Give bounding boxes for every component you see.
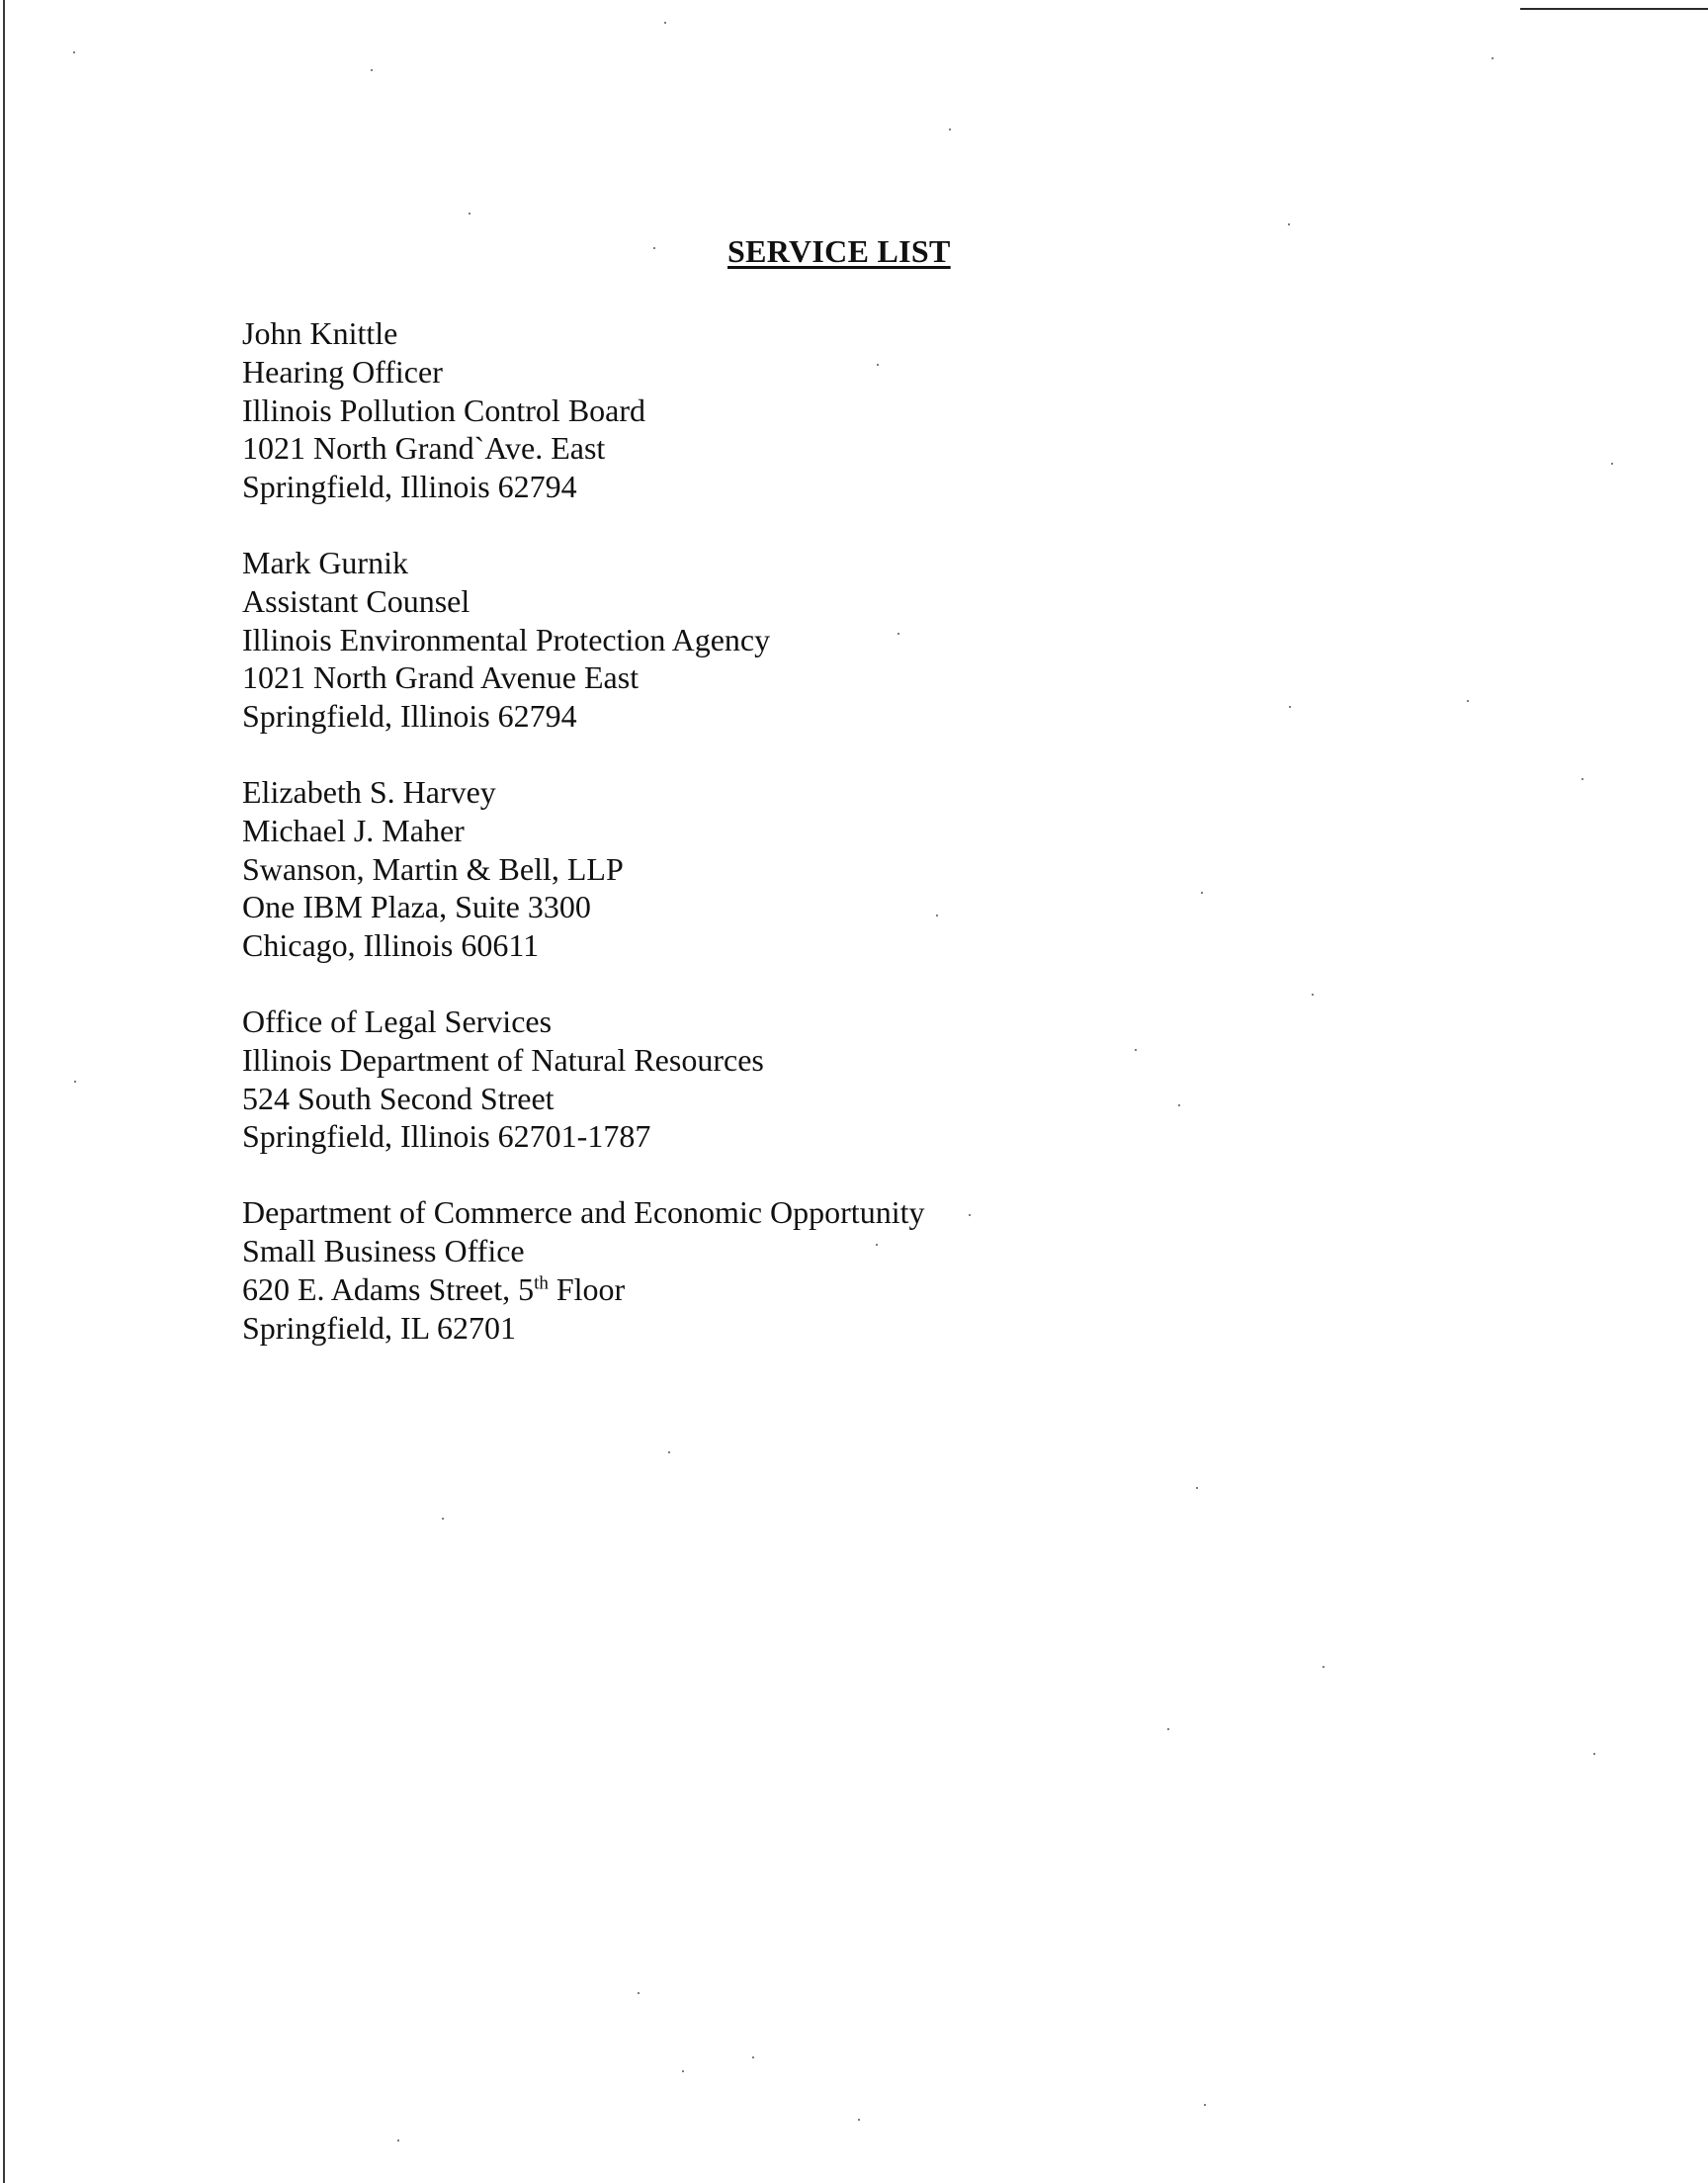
scan-speck — [1178, 1104, 1180, 1106]
ordinal-suffix: th — [534, 1272, 549, 1294]
scan-speck — [664, 22, 666, 24]
entry-line: Department of Commerce and Economic Opportunity — [242, 1194, 925, 1231]
entry-line: One IBM Plaza, Suite 3300 — [242, 889, 591, 925]
scan-speck — [1312, 994, 1314, 996]
scan-speck — [73, 51, 75, 53]
scan-speck — [1201, 892, 1203, 894]
scan-speck — [949, 129, 951, 131]
scan-speck — [858, 2119, 860, 2121]
entry-line: Springfield, Illinois 62794 — [242, 469, 577, 505]
scan-speck — [1492, 57, 1494, 59]
scan-speck — [969, 1214, 971, 1216]
entry-line: Hearing Officer — [242, 353, 443, 390]
scan-speck — [877, 364, 879, 366]
service-entry-knittle — [242, 314, 1527, 506]
scan-speck — [653, 247, 655, 249]
service-entry-gurnik — [242, 544, 1527, 736]
scan-speck — [638, 1992, 640, 1994]
scan-speck — [1611, 463, 1613, 465]
scan-speck — [1135, 1049, 1137, 1051]
entry-line: John Knittle — [242, 315, 398, 351]
scan-top-rule — [1520, 8, 1708, 10]
service-list — [242, 314, 1527, 1384]
address-suffix: Floor — [548, 1270, 626, 1307]
scan-speck — [442, 1518, 444, 1520]
scan-speck — [682, 2070, 684, 2072]
entry-line: Swanson, Martin & Bell, LLP — [242, 850, 624, 887]
scan-speck — [752, 2056, 754, 2058]
scan-speck — [1581, 778, 1583, 780]
entry-line: Assistant Counsel — [242, 582, 470, 619]
scan-speck — [371, 69, 373, 71]
entry-line: Elizabeth S. Harvey — [242, 773, 496, 810]
page-title: SERVICE LIST — [727, 233, 951, 269]
service-entry-swanson-martin-bell — [242, 773, 1527, 965]
scan-speck — [668, 1451, 670, 1453]
scan-speck — [1467, 700, 1469, 702]
entry-line: Small Business Office — [242, 1232, 525, 1268]
service-entry-idnr — [242, 1003, 1527, 1156]
entry-line: 1021 North Grand`Ave. East — [242, 430, 606, 467]
address-prefix: 620 E. Adams Street, 5 — [242, 1270, 535, 1307]
scan-speck — [876, 1244, 878, 1246]
entry-line: Springfield, IL 62701 — [242, 1309, 516, 1346]
entry-line: 1021 North Grand Avenue East — [242, 659, 640, 696]
scan-speck — [397, 2139, 399, 2141]
scan-speck — [1289, 706, 1291, 708]
scan-speck — [74, 1081, 76, 1083]
entry-line: Illinois Department of Natural Resources — [242, 1041, 764, 1078]
scan-speck — [1288, 223, 1290, 225]
scan-left-edge — [3, 0, 5, 2183]
entry-line: Chicago, Illinois 60611 — [242, 927, 540, 964]
scan-speck — [1593, 1753, 1595, 1755]
entry-line: Mark Gurnik — [242, 544, 408, 580]
entry-line: Springfield, Illinois 62794 — [242, 698, 577, 735]
scan-speck — [897, 633, 899, 635]
service-entry-dceo — [242, 1193, 1527, 1347]
entry-line: 524 South Second Street — [242, 1080, 555, 1116]
scan-speck — [936, 915, 938, 917]
entry-line: Michael J. Maher — [242, 812, 465, 848]
scan-speck — [469, 213, 470, 215]
entry-line: Illinois Environmental Protection Agency — [242, 621, 771, 657]
entry-line: Springfield, Illinois 62701-1787 — [242, 1118, 651, 1155]
entry-address-line — [242, 1270, 1527, 1309]
entry-line: Illinois Pollution Control Board — [242, 392, 646, 428]
scan-speck — [1204, 2104, 1206, 2106]
scan-speck — [1196, 1487, 1198, 1489]
scan-speck — [1167, 1728, 1169, 1730]
entry-line: Office of Legal Services — [242, 1003, 553, 1039]
scan-speck — [1323, 1666, 1324, 1668]
